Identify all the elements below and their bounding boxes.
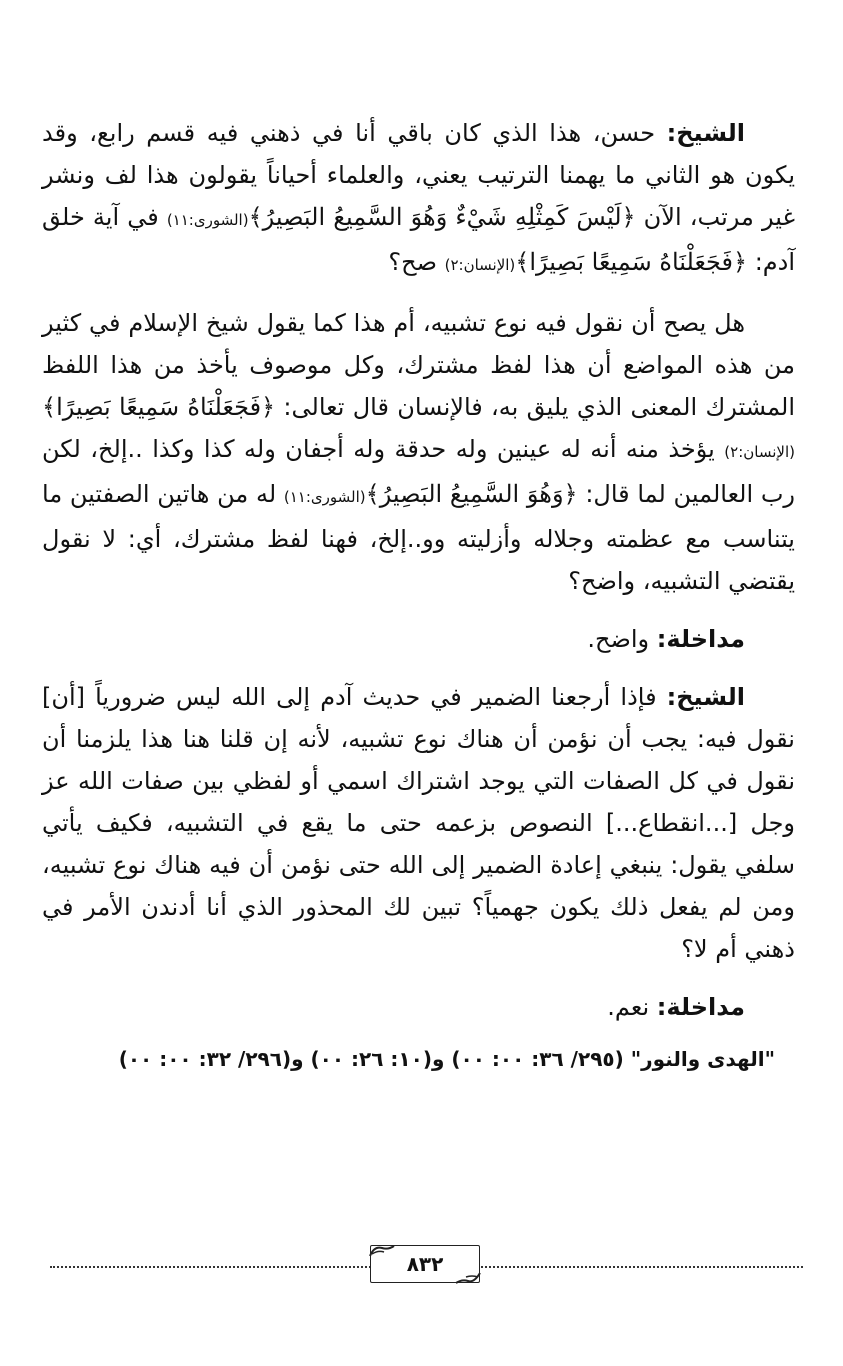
footer-divider-right bbox=[478, 1266, 803, 1268]
speaker-label: الشيخ: bbox=[666, 119, 746, 147]
corner-ornament-icon bbox=[454, 1271, 482, 1285]
verse-reference: (الشورى:١١) bbox=[283, 488, 366, 506]
verse-reference: (الإنسان:٢) bbox=[444, 256, 516, 274]
page-body bbox=[42, 112, 795, 1074]
paragraph-2 bbox=[42, 302, 795, 602]
source-citation: "الهدى والنور" (٢٩٥/ ٣٦: ٠٠: ٠٠) و(١٠: ٢٦: ٠٠) و(٢٩٦/ ٣٢: ٠٠: ٠٠) bbox=[118, 1047, 775, 1071]
paragraph-4 bbox=[42, 676, 795, 970]
paragraph-text: واضح. bbox=[587, 625, 650, 653]
paragraph-text: صح؟ bbox=[388, 248, 445, 276]
paragraph-text: نعم. bbox=[607, 993, 650, 1021]
page-number-box bbox=[370, 1245, 480, 1283]
quran-verse: ﴿لَيْسَ كَمِثْلِهِ شَيْءٌ وَهُوَ السَّمِيعُ البَصِيرُ﴾ bbox=[248, 203, 636, 231]
paragraph-5 bbox=[42, 986, 795, 1028]
quran-verse: ﴿فَجَعَلْنَاهُ سَمِيعًا بَصِيرًا﴾ bbox=[515, 248, 748, 276]
paragraph-text: حسن، هذا الذي كان باقي أنا في ذهني فيه قسم رابع، وقد يكون هو الثاني ما يهمنا الترتيب يعني، والعلماء أحياناً يقولون هذا لف ونشر غير مرتب، الآن bbox=[42, 119, 796, 231]
paragraph-text: هل يصح أن نقول فيه نوع تشبيه، أم هذا كما يقول شيخ الإسلام في كثير من هذه المواضع أن هذا لفظ مشترك، وكل موصوف يأخذ من هذا اللفظ المشترك المعنى الذي يليق به، فالإنسان قال تعالى: bbox=[42, 309, 796, 421]
footer-divider-left bbox=[50, 1266, 378, 1268]
paragraph-text: له من هاتين الصفتين ما يتناسب مع عظمته وجلاله وأزليته وو..إلخ، فهنا لفظ مشترك، أي: لا نقول يقتضي التشبيه، واضح؟ bbox=[42, 480, 795, 595]
quran-verse: ﴿وَهُوَ السَّمِيعُ البَصِيرُ﴾ bbox=[365, 480, 578, 508]
verse-reference: (الشورى:١١) bbox=[166, 211, 249, 229]
speaker-label: مداخلة: bbox=[656, 625, 745, 653]
corner-ornament-icon bbox=[368, 1244, 396, 1258]
paragraph-text: يؤخذ منه أنه له عينين وله حدقة وله أجفان وله كذا وكذا ..إلخ، لكن رب العالمين لما قال: bbox=[42, 435, 796, 508]
paragraph-3 bbox=[42, 618, 795, 660]
paragraph-text: فإذا أرجعنا الضمير في حديث آدم إلى الله ليس ضرورياً [أن] نقول فيه: يجب أن نؤمن أن هناك نوع تشبيه، لأنه إن قلنا هنا هذا يلزمنا أن نقول في كل الصفات التي يوجد اشتراك اسمي أو لفظي بين صفات الله عز وجل [...انقطاع...] النصوص بزعمه حتى ما يقع في التشبيه، فكيف يأتي سلفي يقول: ينبغي إعادة الضمير إلى الله حتى نؤمن أن فيه هناك نوع تشبيه، ومن لم يفعل ذلك يكون جهمياً؟ تبين لك المحذور الذي أنا أدندن الأمر في ذهني أم لا؟ bbox=[42, 683, 795, 963]
speaker-label: الشيخ: bbox=[666, 683, 745, 711]
quran-verse: ﴿فَجَعَلْنَاهُ سَمِيعًا بَصِيرًا﴾ bbox=[42, 393, 276, 421]
paragraph-1 bbox=[42, 112, 795, 286]
paragraph-text: في آية خلق آدم: bbox=[42, 203, 795, 276]
page-number: ٨٣٢ bbox=[406, 1252, 444, 1276]
page-footer bbox=[30, 1245, 803, 1285]
verse-reference: (الإنسان:٢) bbox=[724, 443, 795, 461]
speaker-label: مداخلة: bbox=[656, 993, 745, 1021]
